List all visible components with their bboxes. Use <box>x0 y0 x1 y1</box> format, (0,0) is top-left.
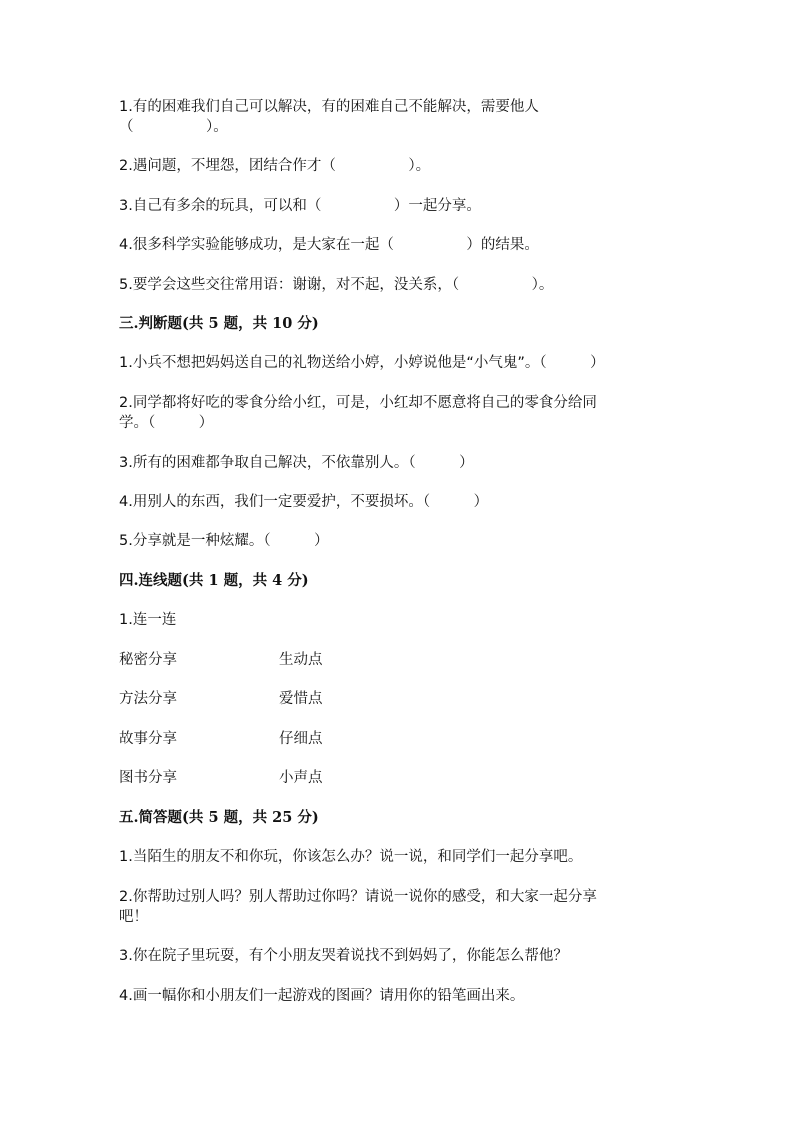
short-answer-q1: 1.当陌生的朋友不和你玩，你该怎么办？说一说，和同学们一起分享吧。 <box>119 849 583 865</box>
section-heading-judgment: 三.判断题(共 5 题，共 10 分) <box>119 315 319 332</box>
matching-left-item: 故事分享 <box>119 731 177 747</box>
short-answer-q2-line1: 2.你帮助过别人吗？别人帮助过你吗？请说一说你的感受，和大家一起分享 <box>119 889 597 905</box>
short-answer-q2-line2: 吧！ <box>119 909 148 925</box>
short-answer-q3: 3.你在院子里玩耍，有个小朋友哭着说找不到妈妈了，你能怎么帮他？ <box>119 948 568 964</box>
matching-left-item: 秘密分享 <box>119 652 177 668</box>
judgment-q2-line2: 学。（ ） <box>119 415 214 431</box>
matching-right-item: 仔细点 <box>279 731 323 747</box>
short-answer-q4: 4.画一幅你和小朋友们一起游戏的图画？请用你的铅笔画出来。 <box>119 988 525 1004</box>
judgment-q5: 5.分享就是一种炫耀。（ ） <box>119 533 329 549</box>
section-heading-matching: 四.连线题(共 1 题，共 4 分) <box>119 572 309 589</box>
matching-left-item: 方法分享 <box>119 691 177 707</box>
matching-right-item: 生动点 <box>279 652 323 668</box>
section-heading-short-answer: 五.简答题(共 5 题，共 25 分) <box>119 809 319 826</box>
fill-blank-q3: 3.自己有多余的玩具，可以和（ ）一起分享。 <box>119 198 481 214</box>
matching-left-item: 图书分享 <box>119 770 177 786</box>
fill-blank-q5: 5.要学会这些交往常用语：谢谢，对不起，没关系，（ ）。 <box>119 277 554 293</box>
matching-question: 1.连一连 <box>119 612 177 628</box>
matching-right-item: 爱惜点 <box>279 691 323 707</box>
judgment-q2-line1: 2.同学都将好吃的零食分给小红，可是，小红却不愿意将自己的零食分给同 <box>119 395 597 411</box>
judgment-q3: 3.所有的困难都争取自己解决，不依靠别人。（ ） <box>119 455 474 471</box>
fill-blank-q2: 2.遇问题，不埋怨，团结合作才（ ）。 <box>119 158 431 174</box>
fill-blank-q1-line2: （ ）。 <box>119 119 228 135</box>
matching-right-item: 小声点 <box>279 770 323 786</box>
judgment-q1: 1.小兵不想把妈妈送自己的礼物送给小婷，小婷说他是“小气鬼”。（ ） <box>119 355 605 371</box>
judgment-q4: 4.用别人的东西，我们一定要爱护，不要损坏。（ ） <box>119 494 489 510</box>
fill-blank-q1-line1: 1.有的困难我们自己可以解决，有的困难自己不能解决，需要他人 <box>119 99 539 115</box>
fill-blank-q4: 4.很多科学实验能够成功，是大家在一起（ ）的结果。 <box>119 237 539 253</box>
